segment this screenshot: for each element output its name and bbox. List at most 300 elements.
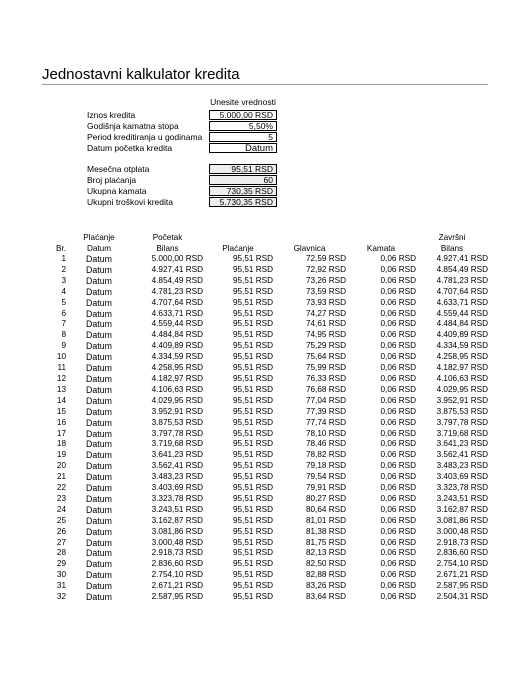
amortization-table <box>42 232 488 603</box>
row-number-cell: 1 <box>61 254 66 263</box>
closing-balance-cell: 4.559,44 RSD <box>436 308 488 318</box>
payment-cell: 95,51 RSD <box>232 461 273 471</box>
payment-date-cell: Datum <box>86 395 112 406</box>
payment-cell: 95,51 RSD <box>232 548 273 558</box>
input-loan-amount <box>87 110 277 121</box>
closing-balance-cell: 4.029,95 RSD <box>436 384 488 394</box>
interest-cell: 0,06 RSD <box>380 308 416 318</box>
payment-date-cell: Datum <box>86 439 112 450</box>
interest-cell: 0,06 RSD <box>380 341 416 351</box>
header-cell <box>203 232 273 243</box>
payment-cell: 95,51 RSD <box>232 483 273 493</box>
opening-balance-cell: 2.587,95 RSD <box>151 592 203 602</box>
payment-cell: 95,51 RSD <box>232 581 273 591</box>
principal-cell: 75,64 RSD <box>305 352 346 362</box>
principal-cell: 81,38 RSD <box>305 526 346 536</box>
row-number-cell: 25 <box>56 515 66 525</box>
table-header-bottom <box>42 243 488 254</box>
interest-cell: 0,06 RSD <box>380 384 416 394</box>
principal-cell: 80,27 RSD <box>305 493 346 503</box>
payment-cell: 95,51 RSD <box>232 373 273 383</box>
principal-cell: 78,46 RSD <box>305 439 346 449</box>
principal-cell: 73,93 RSD <box>305 297 346 307</box>
interest-cell: 0,06 RSD <box>380 559 416 569</box>
opening-balance-cell: 4.258,95 RSD <box>151 363 203 373</box>
closing-balance-cell: 3.875,53 RSD <box>436 406 488 416</box>
payment-cell: 95,51 RSD <box>232 570 273 580</box>
row-number-cell: 11 <box>57 363 66 373</box>
header-cell <box>273 232 346 243</box>
table-row <box>42 363 488 374</box>
row-number-cell: 8 <box>61 330 66 340</box>
opening-balance-cell: 4.334,59 RSD <box>151 352 203 362</box>
interest-cell: 0,06 RSD <box>380 526 416 536</box>
table-row <box>42 461 488 472</box>
payment-date-cell: Datum <box>86 254 112 264</box>
row-number-cell: 2 <box>61 264 66 274</box>
payment-date-cell: Datum <box>86 428 112 439</box>
table-row <box>42 396 488 407</box>
payment-cell: 95,51 RSD <box>232 537 273 547</box>
interest-cell: 0,06 RSD <box>380 275 416 285</box>
row-number-cell: 23 <box>56 493 66 503</box>
principal-cell: 78,82 RSD <box>305 450 346 460</box>
opening-balance-cell: 4.781,23 RSD <box>151 286 203 296</box>
closing-balance-cell: 2.918,73 RSD <box>436 537 488 547</box>
closing-balance-cell: 2.587,95 RSD <box>436 581 488 591</box>
payment-cell: 95,51 RSD <box>232 352 273 362</box>
opening-balance-cell: 2.918,73 RSD <box>151 548 203 558</box>
payment-cell: 95,51 RSD <box>232 493 273 503</box>
principal-cell: 79,91 RSD <box>305 483 346 493</box>
table-row <box>42 494 488 505</box>
header-cell: Završni <box>438 233 466 242</box>
table-row <box>42 319 488 330</box>
closing-balance-cell: 3.797,78 RSD <box>436 417 488 427</box>
opening-balance-cell: 3.719,68 RSD <box>151 439 203 449</box>
payment-cell: 95,51 RSD <box>232 428 273 438</box>
page-title: Jednostavni kalkulator kredita <box>42 66 240 83</box>
principal-cell: 79,54 RSD <box>305 472 346 482</box>
payment-cell: 95,51 RSD <box>232 308 273 318</box>
closing-balance-cell: 4.484,84 RSD <box>436 319 488 329</box>
opening-balance-cell: 4.559,44 RSD <box>151 319 203 329</box>
table-row <box>42 570 488 581</box>
interest-cell: 0,06 RSD <box>380 504 416 514</box>
opening-balance-cell: 4.484,84 RSD <box>151 330 203 340</box>
opening-balance-cell: 2.836,60 RSD <box>151 559 203 569</box>
closing-balance-cell: 2.504,31 RSD <box>436 592 488 602</box>
closing-balance-cell: 3.483,23 RSD <box>436 461 488 471</box>
opening-balance-cell: 3.243,51 RSD <box>151 504 203 514</box>
payment-cell: 95,51 RSD <box>232 526 273 536</box>
payment-date-cell: Datum <box>86 548 112 559</box>
interest-rate-field[interactable]: 5,50% <box>209 121 277 131</box>
opening-balance-cell: 3.641,23 RSD <box>151 450 203 460</box>
table-row <box>42 254 488 265</box>
interest-cell: 0,06 RSD <box>380 570 416 580</box>
table-header-top <box>42 232 488 243</box>
payment-date-cell: Datum <box>86 537 112 548</box>
table-row <box>42 548 488 559</box>
loan-amount-field[interactable]: 5.000,00 RSD <box>209 110 277 120</box>
closing-balance-cell: 3.000,48 RSD <box>436 526 488 536</box>
closing-balance-cell: 3.641,23 RSD <box>436 439 488 449</box>
closing-balance-cell: 4.707,64 RSD <box>436 286 488 296</box>
principal-cell: 72,59 RSD <box>305 254 346 263</box>
principal-cell: 75,99 RSD <box>305 363 346 373</box>
row-number-cell: 29 <box>56 559 66 569</box>
row-number-cell: 21 <box>56 472 66 482</box>
payment-date-cell: Datum <box>86 515 112 526</box>
inputs-header: Unesite vrednosti <box>210 97 276 107</box>
opening-balance-cell: 4.182,97 RSD <box>151 373 203 383</box>
header-cell <box>346 232 416 243</box>
table-row <box>42 439 488 450</box>
closing-balance-cell: 4.334,59 RSD <box>436 341 488 351</box>
payment-date-cell: Datum <box>86 450 112 461</box>
table-row <box>42 592 488 603</box>
interest-cell: 0,06 RSD <box>380 319 416 329</box>
table-row <box>42 581 488 592</box>
interest-cell: 0,06 RSD <box>380 352 416 362</box>
closing-balance-cell: 4.258,95 RSD <box>436 352 488 362</box>
table-row <box>42 472 488 483</box>
table-body <box>42 254 488 603</box>
interest-cell: 0,06 RSD <box>380 363 416 373</box>
interest-cell: 0,06 RSD <box>380 395 416 405</box>
closing-balance-cell: 4.927,41 RSD <box>436 254 488 263</box>
closing-balance-cell: 2.836,60 RSD <box>436 548 488 558</box>
table-row <box>42 385 488 396</box>
payment-cell: 95,51 RSD <box>232 363 273 373</box>
opening-balance-cell: 3.875,53 RSD <box>151 417 203 427</box>
row-number-cell: 24 <box>56 504 66 514</box>
header-cell: Kamata <box>366 244 396 253</box>
payment-date-cell: Datum <box>86 384 112 395</box>
table-row <box>42 527 488 538</box>
principal-cell: 74,61 RSD <box>305 319 346 329</box>
interest-cell: 0,06 RSD <box>380 537 416 547</box>
table-row <box>42 450 488 461</box>
opening-balance-cell: 4.854,49 RSD <box>151 275 203 285</box>
closing-balance-cell: 3.323,78 RSD <box>436 483 488 493</box>
opening-balance-cell: 2.671,21 RSD <box>151 581 203 591</box>
payment-date-cell: Datum <box>86 275 112 286</box>
table-row <box>42 330 488 341</box>
principal-cell: 81,75 RSD <box>305 537 346 547</box>
opening-balance-cell: 3.562,41 RSD <box>151 461 203 471</box>
principal-cell: 79,18 RSD <box>305 461 346 471</box>
payment-date-cell: Datum <box>86 461 112 472</box>
payment-cell: 95,51 RSD <box>232 395 273 405</box>
payment-cell: 95,51 RSD <box>232 504 273 514</box>
table-row <box>42 538 488 549</box>
interest-cell: 0,06 RSD <box>380 515 416 525</box>
principal-cell: 75,29 RSD <box>305 341 346 351</box>
principal-cell: 80,64 RSD <box>305 504 346 514</box>
principal-cell: 76,33 RSD <box>305 373 346 383</box>
interest-cell: 0,06 RSD <box>380 373 416 383</box>
row-number-cell: 13 <box>56 384 66 394</box>
interest-cell: 0,06 RSD <box>380 330 416 340</box>
payment-date-cell: Datum <box>86 363 112 374</box>
payment-date-cell: Datum <box>86 483 112 494</box>
principal-cell: 82,50 RSD <box>305 559 346 569</box>
principal-cell: 83,26 RSD <box>305 581 346 591</box>
payment-cell: 95,51 RSD <box>232 472 273 482</box>
input-label: Godišnja kamatna stopa <box>87 121 179 131</box>
payment-cell: 95,51 RSD <box>232 559 273 569</box>
principal-cell: 73,26 RSD <box>305 275 346 285</box>
payment-cell: 95,51 RSD <box>232 341 273 351</box>
principal-cell: 77,74 RSD <box>305 417 346 427</box>
row-number-cell: 31 <box>56 581 66 591</box>
table-row <box>42 374 488 385</box>
interest-cell: 0,06 RSD <box>380 406 416 416</box>
table-row <box>42 265 488 276</box>
payment-cell: 95,51 RSD <box>232 592 273 602</box>
input-label: Datum početka kredita <box>87 143 173 153</box>
payment-cell: 95,51 RSD <box>232 297 273 307</box>
table-row <box>42 298 488 309</box>
header-cell: Glavnica <box>293 244 326 253</box>
table-row <box>42 352 488 363</box>
loan-period-field[interactable]: 5 <box>209 132 277 142</box>
input-label: Period kreditiranja u godinama <box>87 132 203 142</box>
row-number-cell: 20 <box>56 461 66 471</box>
table-row <box>42 429 488 440</box>
payment-date-cell: Datum <box>86 417 112 428</box>
opening-balance-cell: 5.000,00 RSD <box>151 254 203 263</box>
opening-balance-cell: 4.707,64 RSD <box>151 297 203 307</box>
interest-cell: 0,06 RSD <box>380 439 416 449</box>
summary-payment-count <box>87 175 277 186</box>
principal-cell: 83,64 RSD <box>305 592 346 602</box>
opening-balance-cell: 3.162,87 RSD <box>151 515 203 525</box>
payment-date-cell: Datum <box>86 264 112 275</box>
interest-cell: 0,06 RSD <box>380 483 416 493</box>
payment-cell: 95,51 RSD <box>232 330 273 340</box>
start-date-field[interactable]: Datum <box>209 143 277 153</box>
row-number-cell: 28 <box>56 548 66 558</box>
payment-cell: 95,51 RSD <box>232 384 273 394</box>
principal-cell: 82,13 RSD <box>305 548 346 558</box>
input-start-date <box>87 143 277 154</box>
closing-balance-cell: 3.081,86 RSD <box>436 515 488 525</box>
principal-cell: 74,95 RSD <box>305 330 346 340</box>
opening-balance-cell: 3.797,78 RSD <box>151 428 203 438</box>
interest-cell: 0,06 RSD <box>380 417 416 427</box>
input-interest-rate <box>87 121 277 132</box>
payment-date-cell: Datum <box>86 581 112 592</box>
header-cell: Početak <box>152 233 183 242</box>
closing-balance-cell: 3.243,51 RSD <box>436 493 488 503</box>
summary-total-cost <box>87 197 277 208</box>
payment-cell: 95,51 RSD <box>232 439 273 449</box>
payment-date-cell: Datum <box>86 352 112 363</box>
monthly-payment-value: 95,51 RSD <box>209 164 277 174</box>
opening-balance-cell: 4.409,89 RSD <box>151 341 203 351</box>
summary-label: Ukupna kamata <box>87 186 147 196</box>
interest-cell: 0,06 RSD <box>380 428 416 438</box>
principal-cell: 77,39 RSD <box>305 406 346 416</box>
payment-cell: 95,51 RSD <box>232 254 273 263</box>
row-number-cell: 26 <box>56 526 66 536</box>
payment-cell: 95,51 RSD <box>232 264 273 274</box>
principal-cell: 78,10 RSD <box>305 428 346 438</box>
header-cell: Br. <box>55 244 66 253</box>
opening-balance-cell: 3.403,69 RSD <box>151 483 203 493</box>
row-number-cell: 17 <box>56 428 66 438</box>
payment-date-cell: Datum <box>86 472 112 483</box>
row-number-cell: 4 <box>61 286 66 296</box>
table-row <box>42 559 488 570</box>
interest-cell: 0,06 RSD <box>380 592 416 602</box>
principal-cell: 73,59 RSD <box>305 286 346 296</box>
payment-date-cell: Datum <box>86 526 112 537</box>
opening-balance-cell: 4.633,71 RSD <box>151 308 203 318</box>
payment-date-cell: Datum <box>86 504 112 515</box>
table-row <box>42 276 488 287</box>
closing-balance-cell: 3.562,41 RSD <box>436 450 488 460</box>
closing-balance-cell: 4.182,97 RSD <box>436 363 488 373</box>
row-number-cell: 27 <box>56 537 66 547</box>
opening-balance-cell: 3.000,48 RSD <box>151 537 203 547</box>
payment-cell: 95,51 RSD <box>232 406 273 416</box>
row-number-cell: 6 <box>61 308 66 318</box>
interest-cell: 0,06 RSD <box>380 264 416 274</box>
principal-cell: 82,88 RSD <box>305 570 346 580</box>
interest-cell: 0,06 RSD <box>380 548 416 558</box>
closing-balance-cell: 3.162,87 RSD <box>436 504 488 514</box>
payment-cell: 95,51 RSD <box>232 275 273 285</box>
closing-balance-cell: 3.952,91 RSD <box>436 395 488 405</box>
header-cell: Plaćanje <box>83 233 115 242</box>
row-number-cell: 3 <box>61 275 66 285</box>
principal-cell: 76,68 RSD <box>305 384 346 394</box>
title-divider <box>42 84 488 85</box>
row-number-cell: 5 <box>61 297 66 307</box>
payment-date-cell: Datum <box>86 570 112 581</box>
summary-label: Mesečna otplata <box>87 164 150 174</box>
header-cell: Bilans <box>156 244 179 253</box>
opening-balance-cell: 3.483,23 RSD <box>151 472 203 482</box>
closing-balance-cell: 3.403,69 RSD <box>436 472 488 482</box>
payment-date-cell: Datum <box>86 559 112 570</box>
summary-total-interest <box>87 186 277 197</box>
principal-cell: 77,04 RSD <box>305 395 346 405</box>
row-number-cell: 7 <box>61 319 66 329</box>
header-cell <box>42 232 66 243</box>
principal-cell: 74,27 RSD <box>305 308 346 318</box>
closing-balance-cell: 2.754,10 RSD <box>436 559 488 569</box>
payment-cell: 95,51 RSD <box>232 286 273 296</box>
payment-cell: 95,51 RSD <box>232 417 273 427</box>
interest-cell: 0,06 RSD <box>380 254 416 263</box>
payment-date-cell: Datum <box>86 341 112 352</box>
payment-date-cell: Datum <box>86 297 112 308</box>
payment-date-cell: Datum <box>86 286 112 297</box>
row-number-cell: 22 <box>56 483 66 493</box>
total-cost-value: 5.730,35 RSD <box>209 197 277 207</box>
closing-balance-cell: 3.719,68 RSD <box>436 428 488 438</box>
principal-cell: 72,92 RSD <box>305 264 346 274</box>
table-row <box>42 505 488 516</box>
interest-cell: 0,06 RSD <box>380 297 416 307</box>
opening-balance-cell: 4.927,41 RSD <box>151 264 203 274</box>
row-number-cell: 30 <box>56 570 66 580</box>
payment-date-cell: Datum <box>86 373 112 384</box>
summary-label: Ukupni troškovi kredita <box>87 197 173 207</box>
payment-date-cell: Datum <box>86 406 112 417</box>
header-cell: Bilans <box>440 244 464 253</box>
input-loan-period <box>87 132 277 143</box>
opening-balance-cell: 3.081,86 RSD <box>151 526 203 536</box>
payment-count-value: 60 <box>209 175 277 185</box>
opening-balance-cell: 3.952,91 RSD <box>151 406 203 416</box>
row-number-cell: 18 <box>56 439 66 449</box>
payment-date-cell: Datum <box>86 493 112 504</box>
closing-balance-cell: 4.409,89 RSD <box>436 330 488 340</box>
opening-balance-cell: 2.754,10 RSD <box>151 570 203 580</box>
payment-cell: 95,51 RSD <box>232 515 273 525</box>
table-row <box>42 309 488 320</box>
table-row <box>42 516 488 527</box>
interest-cell: 0,06 RSD <box>380 461 416 471</box>
header-cell: Plaćanje <box>222 244 254 253</box>
summary-label: Broj plaćanja <box>87 175 137 185</box>
row-number-cell: 10 <box>56 352 66 362</box>
closing-balance-cell: 4.854,49 RSD <box>436 264 488 274</box>
interest-cell: 0,06 RSD <box>380 493 416 503</box>
interest-cell: 0,06 RSD <box>380 581 416 591</box>
row-number-cell: 16 <box>56 417 66 427</box>
closing-balance-cell: 4.633,71 RSD <box>436 297 488 307</box>
table-row <box>42 483 488 494</box>
table-row <box>42 407 488 418</box>
closing-balance-cell: 2.671,21 RSD <box>436 570 488 580</box>
payment-date-cell: Datum <box>86 592 112 603</box>
header-cell: Datum <box>86 244 112 253</box>
summary-monthly-payment <box>87 164 277 175</box>
payment-date-cell: Datum <box>86 330 112 341</box>
table-row <box>42 341 488 352</box>
table-row <box>42 418 488 429</box>
opening-balance-cell: 4.029,95 RSD <box>151 395 203 405</box>
row-number-cell: 19 <box>56 450 66 460</box>
input-label: Iznos kredita <box>87 110 136 120</box>
opening-balance-cell: 3.323,78 RSD <box>151 493 203 503</box>
interest-cell: 0,06 RSD <box>380 286 416 296</box>
closing-balance-cell: 4.781,23 RSD <box>436 275 488 285</box>
row-number-cell: 14 <box>56 395 66 405</box>
payment-cell: 95,51 RSD <box>232 450 273 460</box>
principal-cell: 81,01 RSD <box>305 515 346 525</box>
interest-cell: 0,06 RSD <box>380 472 416 482</box>
interest-cell: 0,06 RSD <box>380 450 416 460</box>
row-number-cell: 12 <box>56 373 66 383</box>
payment-cell: 95,51 RSD <box>232 319 273 329</box>
row-number-cell: 9 <box>61 341 66 351</box>
table-row <box>42 287 488 298</box>
row-number-cell: 15 <box>56 406 66 416</box>
row-number-cell: 32 <box>56 592 66 602</box>
total-interest-value: 730,35 RSD <box>209 186 277 196</box>
opening-balance-cell: 4.106,63 RSD <box>151 384 203 394</box>
payment-date-cell: Datum <box>86 319 112 330</box>
payment-date-cell: Datum <box>86 308 112 319</box>
